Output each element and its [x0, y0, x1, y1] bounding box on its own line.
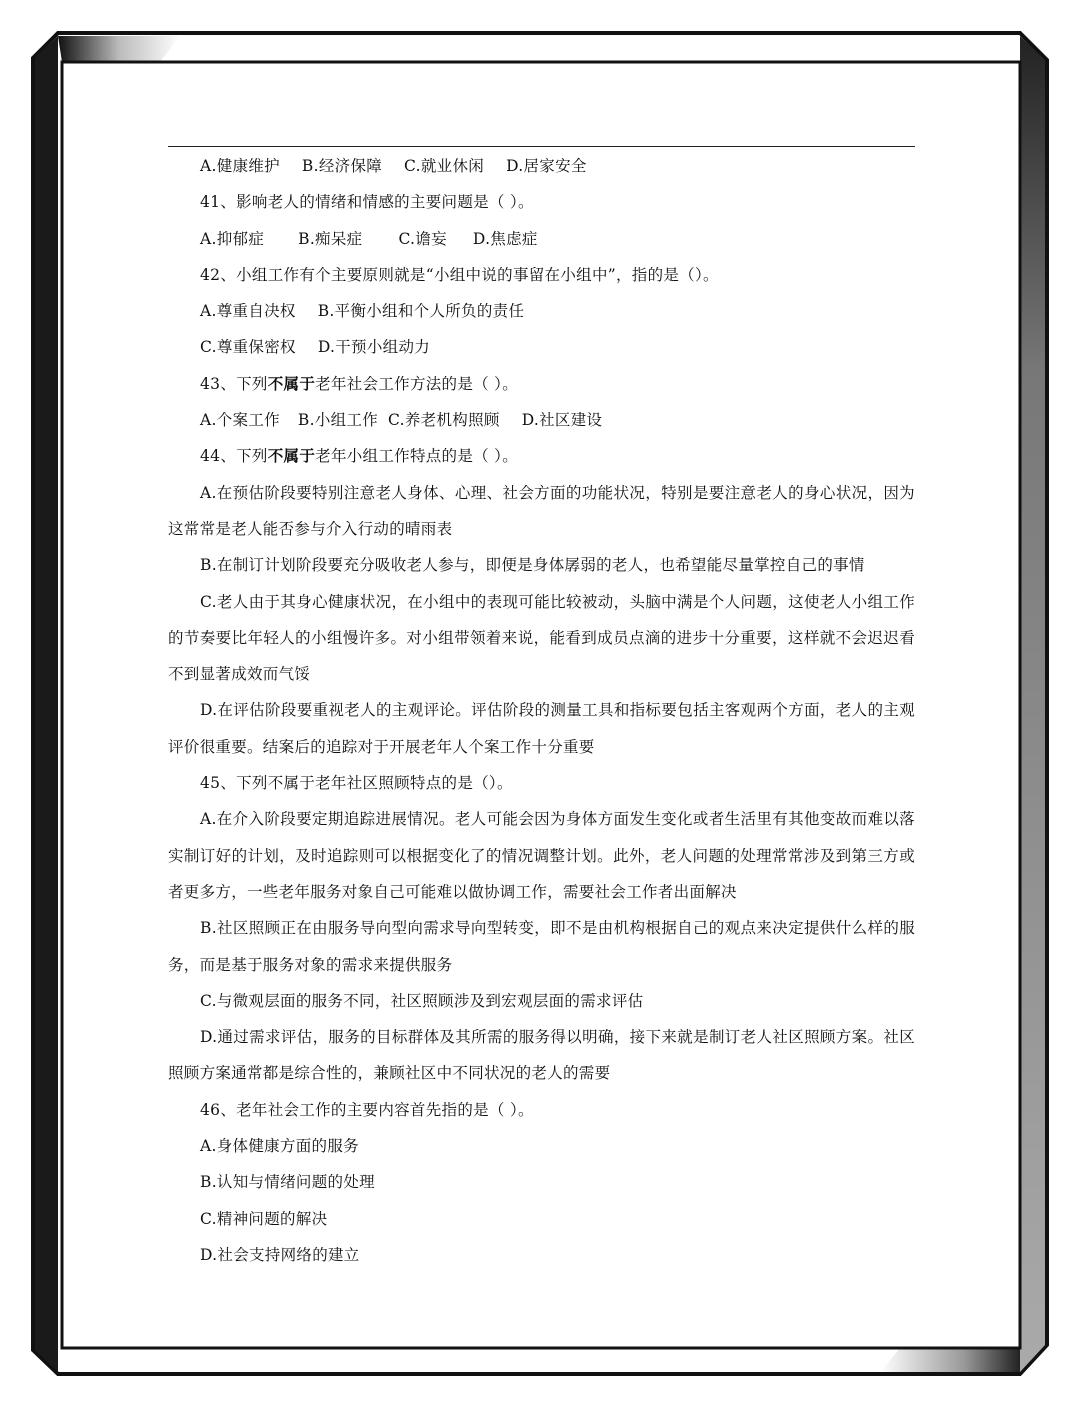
- q41-option-c: C.谵妄: [398, 229, 447, 248]
- q44-option-d: D.在评估阶段要重视老人的主观评论。评估阶段的测量工具和指标要包括主客观两个方面，老人的主观评价很重要。结案后的追踪对于开展老年人个案工作十分重要: [168, 701, 915, 756]
- q40-option-b: B.经济保障: [301, 157, 383, 175]
- q42-options-row1: [168, 293, 915, 329]
- q44-stem: [168, 438, 915, 474]
- q41-option-d: D.焦虑症: [472, 229, 538, 248]
- q45-option-d: D.通过需求评估，服务的目标群体及其所需的服务得以明确，接下来就是制订老人社区照顾方案。社区照顾方案通常都是综合性的，兼顾社区中不同状况的老人的需要: [168, 1028, 915, 1083]
- q40-options: [168, 148, 915, 184]
- q41-stem: 41、影响老人的情绪和情感的主要问题是（ ）。: [200, 193, 534, 212]
- q44-option-c: C.老人由于其身心健康状况，在小组中的表现可能比较被动，头脑中满是个人问题，这使老人小组工作的节奏要比年轻人的小组慢许多。对小组带领着来说，能看到成员点滴的进步十分重要，这样就不会迟迟看不到显著成效而气馁: [168, 592, 915, 684]
- q42-option-c: C.尊重保密权: [200, 338, 296, 357]
- q40-option-d: D.居家安全: [506, 157, 587, 175]
- q45-option-c: C.与微观层面的服务不同，社区照顾涉及到宏观层面的需求评估: [200, 991, 644, 1010]
- q46-option-a: A.身体健康方面的服务: [200, 1137, 359, 1156]
- q44-option-b: B.在制订计划阶段要充分吸收老人参与，即便是身体孱弱的老人，也希望能尽量掌控自己的事情: [200, 556, 865, 575]
- q43-option-a: A.个案工作: [200, 411, 280, 430]
- exam-content: [168, 148, 915, 1273]
- q42-option-d: D.干预小组动力: [317, 338, 431, 357]
- q41-option-b: B.痴呆症: [298, 229, 363, 248]
- q44-option-a: A.在预估阶段要特别注意老人身体、心理、社会方面的功能状况，特别是要注意老人的身心状况，因为这常常是老人能否参与介入行动的晴雨表: [168, 483, 915, 538]
- q45-stem: 45、下列不属于老年社区照顾特点的是（）。: [200, 774, 513, 793]
- q46-option-c: C.精神问题的解决: [200, 1209, 328, 1228]
- q43-option-b: B.小组工作: [297, 411, 379, 430]
- q40-option-a: A.健康维护: [200, 157, 280, 175]
- q44-stem-emphasis: 不属于: [267, 446, 316, 466]
- q42-option-b: B.平衡小组和个人所负的责任: [317, 302, 525, 321]
- q42-option-a: A.尊重自决权: [200, 302, 296, 321]
- q46-stem: 46、老年社会工作的主要内容首先指的是（ ）。: [200, 1100, 534, 1119]
- q43-options: [168, 402, 915, 438]
- q43-option-d: D.社区建设: [521, 411, 603, 430]
- q46-option-d: D.社会支持网络的建立: [200, 1245, 360, 1264]
- q44-stem-prefix: 44、下列: [200, 447, 268, 466]
- q45-option-a: A.在介入阶段要定期追踪进展情况。老人可能会因为身体方面发生变化或者生活里有其他变故而难以落实制订好的计划，及时追踪则可以根据变化了的情况调整计划。此外，老人问题的处理常常涉及到第三方或者更多方，一些老年服务对象自己可能难以做协调工作，需要社会工作者出面解决: [168, 810, 915, 901]
- q46-option-b: B.认知与情绪问题的处理: [200, 1173, 375, 1192]
- q43-stem-suffix: 老年社会工作方法的是（ ）。: [315, 374, 519, 393]
- q41-option-a: A.抑郁症: [200, 229, 265, 248]
- q42-options-row2: [168, 329, 915, 365]
- q43-option-c: C.养老机构照顾: [388, 411, 500, 430]
- q44-stem-suffix: 老年小组工作特点的是（ ）。: [315, 447, 519, 466]
- header-rule: [168, 146, 915, 147]
- q41-options: [168, 221, 915, 257]
- q43-stem-prefix: 43、下列: [200, 374, 268, 393]
- q42-stem: 42、小组工作有个主要原则就是“小组中说的事留在小组中”，指的是（）。: [200, 265, 719, 284]
- q43-stem: [168, 366, 915, 402]
- q45-option-b: B.社区照顾正在由服务导向型向需求导向型转变，即不是由机构根据自己的观点来决定提供什么样的服务，而是基于服务对象的需求来提供服务: [168, 919, 915, 974]
- q40-option-c: C.就业休闲: [404, 157, 485, 175]
- q43-stem-emphasis: 不属于: [267, 373, 316, 393]
